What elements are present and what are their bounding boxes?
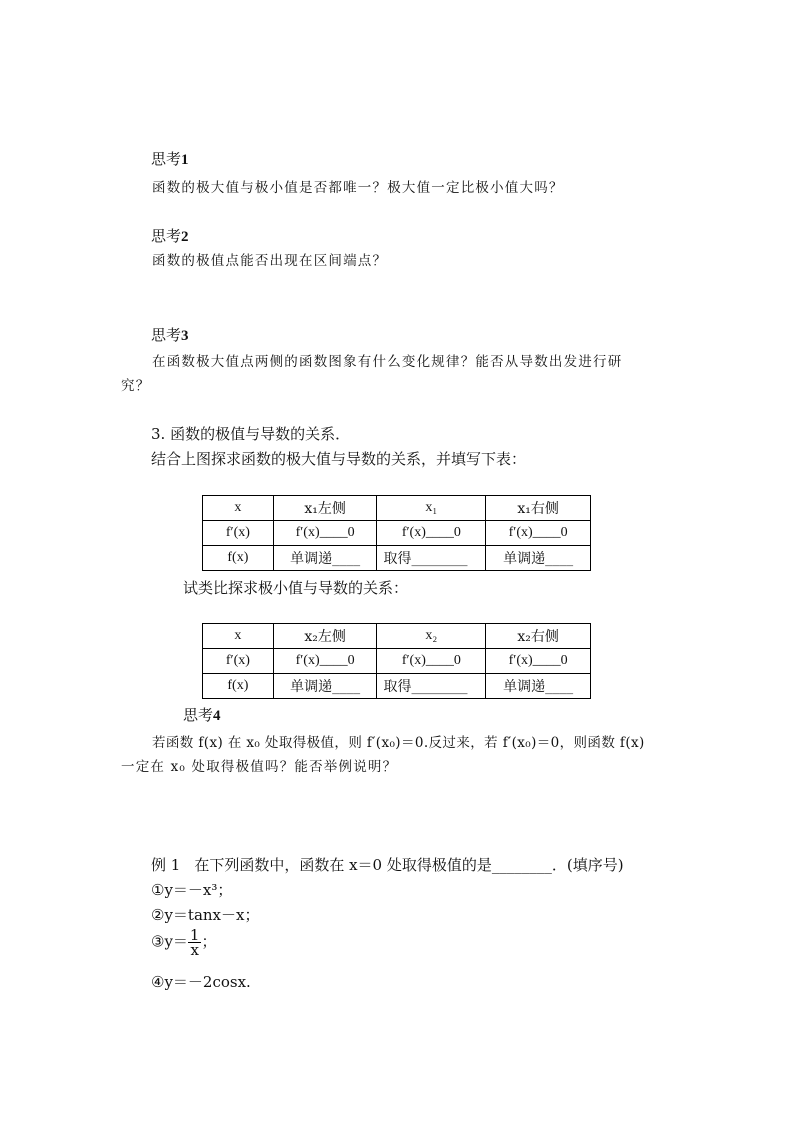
- table-row: [203, 496, 591, 521]
- table-row: [203, 674, 591, 699]
- table-cell: x₁右侧: [486, 496, 591, 521]
- example1-stem: 在下列函数中，函数在 x＝0 处取得极值的是________．(填序号): [194, 856, 624, 874]
- table-cell: f′(x)____0: [486, 521, 591, 546]
- table-cell: f(x): [203, 546, 274, 571]
- example1-option-1: ①y＝－x³；: [151, 881, 233, 899]
- table-row: [203, 649, 591, 674]
- think4-heading: [183, 704, 221, 725]
- fraction: [188, 928, 202, 957]
- table-cell: f′(x)____0: [377, 649, 486, 674]
- table-row: [203, 624, 591, 649]
- think3-heading: [151, 324, 189, 345]
- section3-title: 3. 函数的极值与导数的关系．: [151, 425, 351, 443]
- table-cell: 单调递____: [486, 546, 591, 571]
- section3-intro: 结合上图探求函数的极大值与导数的关系，并填写下表：: [151, 450, 527, 468]
- table-cell: f′(x)____0: [486, 649, 591, 674]
- table-cell: f′(x): [203, 649, 274, 674]
- table-cell: x₂右侧: [486, 624, 591, 649]
- fraction-numerator: 1: [189, 926, 200, 944]
- table-cell: f′(x): [203, 521, 274, 546]
- table-row: [203, 521, 591, 546]
- think2-question: 函数的极值点能否出现在区间端点？: [152, 253, 388, 269]
- think4-number: 4: [213, 708, 221, 724]
- table-cell: 取得________: [377, 546, 486, 571]
- table-cell: x: [203, 496, 274, 521]
- table-cell: x₂左侧: [273, 624, 377, 649]
- min-intro: 试类比探求极小值与导数的关系：: [183, 579, 409, 597]
- think1-label: 思考: [151, 150, 182, 168]
- example1-stem-line: [151, 854, 624, 875]
- table-cell: f′(x)____0: [377, 521, 486, 546]
- table-cell: f′(x)____0: [273, 521, 377, 546]
- think3-number: 3: [181, 328, 189, 344]
- think4-label: 思考: [183, 706, 214, 724]
- example1-option-3-prefix: ③y＝: [151, 932, 188, 951]
- think4-question-line1: 若函数 f(x) 在 x₀ 处取得极值，则 f′(x₀)＝0.反过来，若 f′(x₀)＝0，则函数 f(x): [152, 735, 645, 751]
- table-cell: 单调递____: [486, 674, 591, 699]
- table-row: [203, 546, 591, 571]
- table-cell: x₂: [377, 624, 486, 649]
- think3-question-line2: 究？: [121, 378, 151, 394]
- table-cell: 单调递____: [273, 674, 377, 699]
- table-cell: f(x): [203, 674, 274, 699]
- think1-heading: [151, 148, 189, 169]
- example1-option-3: [151, 928, 216, 957]
- table-cell: x₁: [377, 496, 486, 521]
- think1-number: 1: [181, 152, 189, 168]
- max-value-table: [202, 495, 591, 571]
- table-cell: f′(x)____0: [273, 649, 377, 674]
- table-cell: x: [203, 624, 274, 649]
- table-cell: 单调递____: [273, 546, 377, 571]
- fraction-denominator: x: [190, 941, 199, 959]
- example1-option-4: ④y＝－2cosx.: [151, 973, 251, 991]
- think2-number: 2: [181, 229, 189, 245]
- example1-option-2: ②y＝tanx－x；: [151, 906, 260, 924]
- think1-question: 函数的极大值与极小值是否都唯一？极大值一定比极小值大吗？: [152, 180, 564, 196]
- think4-question-line2: 一定在 x₀ 处取得极值吗？能否举例说明？: [121, 759, 398, 775]
- min-value-table: [202, 623, 591, 699]
- table-cell: 取得________: [377, 674, 486, 699]
- think3-label: 思考: [151, 326, 182, 344]
- think2-heading: [151, 225, 189, 246]
- example1-label: 例 1: [151, 856, 181, 874]
- example1-option-3-suffix: ；: [201, 932, 217, 951]
- think3-question-line1: 在函数极大值点两侧的函数图象有什么变化规律？能否从导数出发进行研: [152, 354, 623, 370]
- think2-label: 思考: [151, 227, 182, 245]
- table-cell: x₁左侧: [273, 496, 377, 521]
